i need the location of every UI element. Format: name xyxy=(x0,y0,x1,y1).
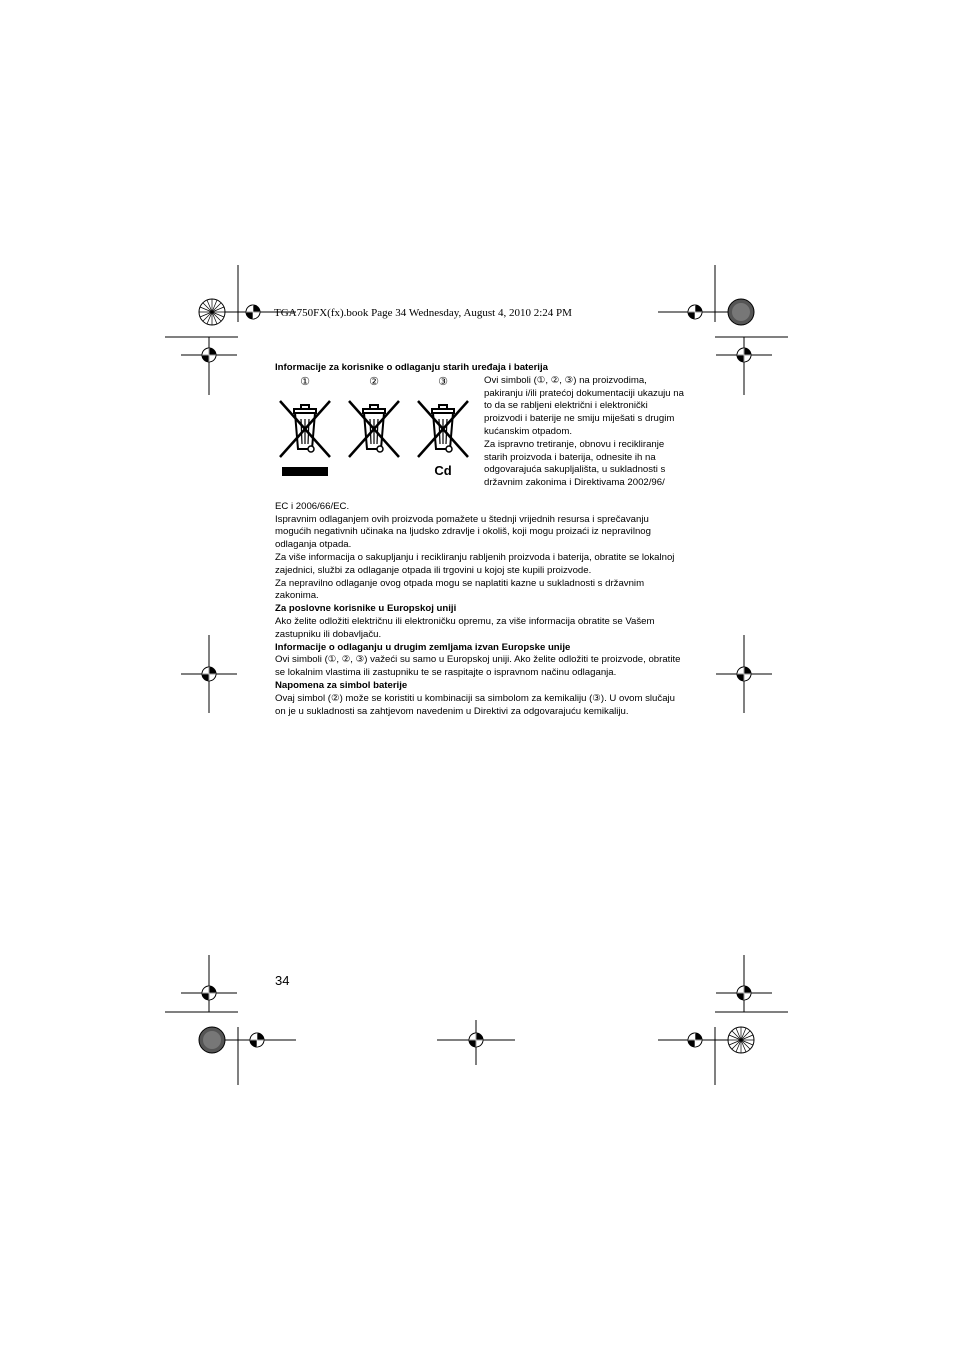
symbol-3 xyxy=(413,375,473,484)
body-paragraph: Ako želite odložiti električnu ili elektroničku opremu, za više informacija obratite se Vašem zastupniku ili dobavljaču. xyxy=(275,615,655,640)
section-title-business: Za poslovne korisnike u Europskoj uniji xyxy=(275,603,457,615)
crossed-bin-icon xyxy=(275,389,335,479)
body-paragraph: Za nepravilno odlaganje ovog otpada mogu se naplatiti kazne u sukladnosti s državnim zakonima. xyxy=(275,577,645,602)
symbol-text-2: Za ispravno tretiranje, obnovu i recikliranje starih proizvoda i baterija, odnesite ih na odgovarajuća sakupljališta, u sukladnosti s državnim zakonima i Direktivama 2002/96/ xyxy=(484,438,666,489)
symbol-3-label: ③ xyxy=(438,375,448,388)
book-file-header: TGA750FX(fx).book Page 34 Wednesday, August 4, 2010 2:24 PM xyxy=(274,307,572,319)
document-content xyxy=(275,362,685,718)
section-title-outside-eu: Informacije o odlaganju u drugim zemljama izvan Europske unije xyxy=(275,641,571,653)
symbol-1-label: ① xyxy=(300,375,310,388)
symbol-2-label: ② xyxy=(369,375,379,388)
symbol-description xyxy=(484,375,685,490)
body-paragraph: Ovi simboli (①, ②, ③) važeći su samo u Europskoj uniji. Ako želite odložiti te proizvode, obratite se lokalnim vlastima ili zastupniku te se raspitajte o ispravnom načinu odlaganja. xyxy=(275,654,681,679)
body-paragraph: Ovaj simbol (②) može se koristiti u kombinaciji sa simbolom za kemikaliju (③). U ovom slučaju on je u sukladnosti sa zahtjevom navedenim u Direktivi za odgovarajuću kemikaliju. xyxy=(275,692,675,717)
symbol-2 xyxy=(344,375,404,484)
crossed-bin-icon xyxy=(344,389,404,479)
cd-label: Cd xyxy=(434,462,452,478)
section-title-battery: Napomena za simbol baterije xyxy=(275,679,408,691)
symbol-block xyxy=(275,375,685,501)
page-number: 34 xyxy=(275,973,290,988)
body-paragraph: Za više informacija o sakupljanju i recikliranju rabljenih proizvoda i baterija, obratite se lokalnoj zajednici, službi za odlaganje otpada ili trgovini u kojoj ste kupili proizvode. xyxy=(275,551,675,576)
crossed-bin-icon xyxy=(413,389,473,479)
symbol-text-1: Ovi simboli (①, ②, ③) na proizvodima, pakiranju i/ili pratećoj dokumentaciji ukazuju na to da se rabljeni električni i elektronički proizvodi i baterije ne smiju miješati s drugim kućanskim otpadom. xyxy=(484,374,684,437)
body-paragraph: EC i 2006/66/EC. xyxy=(275,500,350,512)
section-title-disposal: Informacije za korisnike o odlaganju starih uređaja i baterija xyxy=(275,362,548,373)
symbol-1 xyxy=(275,375,335,484)
disposal-symbols xyxy=(275,375,480,501)
body-paragraph: Ispravnim odlaganjem ovih proizvoda pomažete u štednji vrijednih resursa i sprečavanju mogućih negativnih učinaka na ljudsko zdravlje i okoliš, koji mogu proizaći iz nepravilnog odlaganja otpada. xyxy=(275,513,651,551)
